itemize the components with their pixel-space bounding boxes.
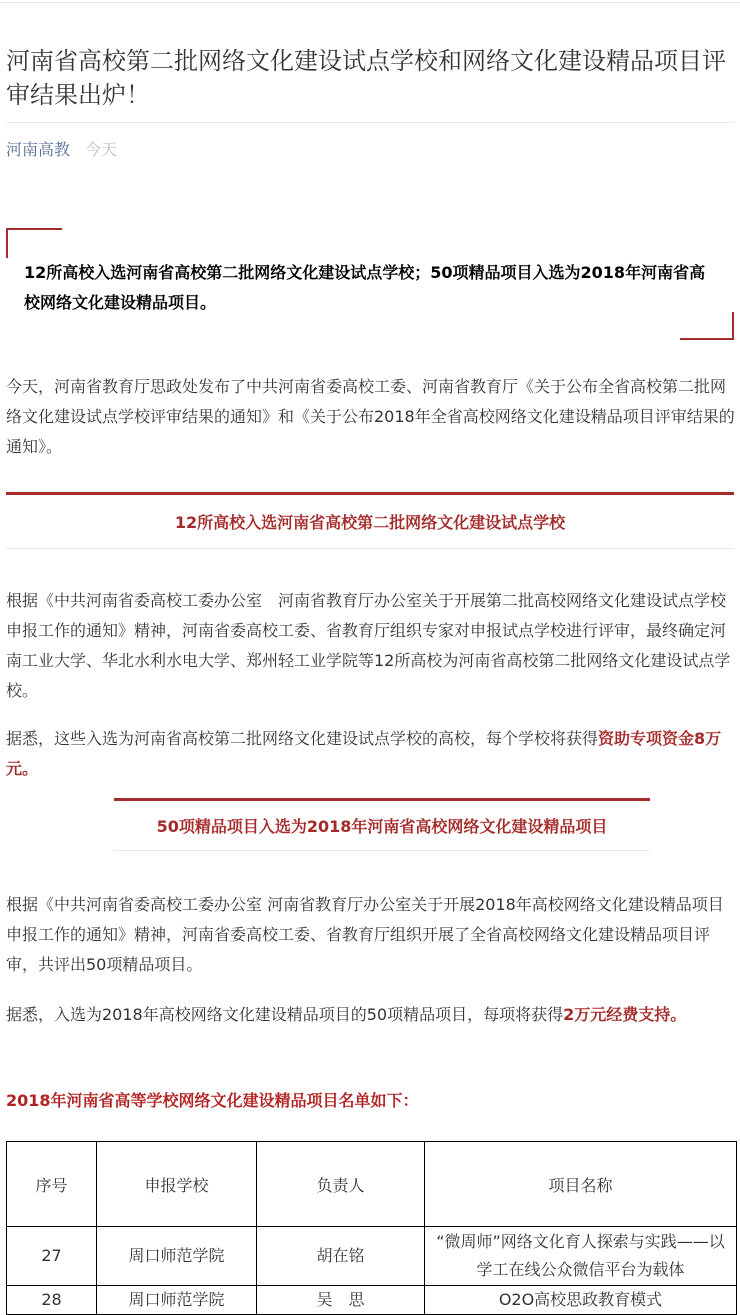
- cell-school: 周口师范学院: [97, 1227, 257, 1286]
- section2-underline: [114, 850, 650, 851]
- table-row: [7, 1227, 737, 1286]
- lead-corner-top-left: [6, 228, 62, 258]
- section2-para2-end: 。: [670, 1005, 687, 1024]
- lead-summary: 12所高校入选河南省高校第二批网络文化建设试点学校；50项精品项目入选为2018年河南省高校网络文化建设精品项目。: [24, 263, 706, 312]
- cell-project: O2O高校思政教育模式: [425, 1286, 737, 1315]
- section2-paragraph-1: 根据《中共河南省委高校工委办公室 河南省教育厅办公室关于开展2018年高校网络文化建设精品项目申报工作的通知》精神，河南省委高校工委、省教育厅组织开展了全省高校网络文化建设精品项目评审，共评出50项精品项目。: [6, 895, 724, 974]
- cell-index: 28: [7, 1286, 97, 1315]
- section1-bar: [6, 492, 734, 495]
- intro-paragraph: 今天，河南省教育厅思政处发布了中共河南省委高校工委、河南省教育厅《关于公布全省高校第二批网络文化建设试点学校评审结果的通知》和《关于公布2018年全省高校网络文化建设精品项目评审结果的通知》。: [6, 377, 735, 456]
- table-header-row: [7, 1142, 737, 1227]
- table-row: [7, 1286, 737, 1315]
- section1-paragraph-2: [6, 724, 738, 784]
- cell-school: 周口师范学院: [97, 1286, 257, 1315]
- section1-para2-text: 据悉，这些入选为河南省高校第二批网络文化建设试点学校的高校，每个学校将获得: [6, 729, 599, 748]
- header-index: 序号: [7, 1142, 97, 1227]
- header-school: 申报学校: [97, 1142, 257, 1227]
- section2-para2-text: 据悉，入选为2018年高校网络文化建设精品项目的50项精品项目，每项将获得: [6, 1005, 564, 1024]
- section1-heading: 12所高校入选河南省高校第二批网络文化建设试点学校: [174, 513, 566, 532]
- cell-leader: 吴 思: [257, 1286, 425, 1315]
- section2-bar: [114, 798, 650, 801]
- section2-paragraph-2: [6, 1000, 738, 1030]
- section1-paragraph-1: 根据《中共河南省委高校工委办公室 河南省教育厅办公室关于开展第二批高校网络文化建设试点学校申报工作的通知》精神，河南省委高校工委、省教育厅组织专家对申报试点学校进行评审，最终确定河南工业大学、华北水利水电大学、郑州轻工业学院等12所高校为河南省高校第二批网络文化建设试点学校。: [6, 591, 731, 700]
- section2-heading: 50项精品项目入选为2018年河南省高校网络文化建设精品项目: [156, 817, 608, 836]
- cell-project: “微周师”网络文化育人探索与实践——以学工在线公众微信平台为载体: [425, 1227, 737, 1286]
- project-list-heading: 2018年河南省高等学校网络文化建设精品项目名单如下：: [6, 1091, 419, 1110]
- support-highlight: 2万元经费支持: [563, 1005, 671, 1024]
- author-link[interactable]: 河南高教: [6, 140, 71, 159]
- funding-highlight: 资助专项资金8万元: [6, 729, 722, 778]
- section1-underline: [6, 548, 734, 549]
- section1-para2-end: 。: [22, 759, 39, 778]
- publish-date: 今天: [85, 140, 118, 159]
- header-leader: 负责人: [257, 1142, 425, 1227]
- cell-index: 27: [7, 1227, 97, 1286]
- article-title: 河南省高校第二批网络文化建设试点学校和网络文化建设精品项目评审结果出炉！: [6, 47, 726, 109]
- title-divider: [6, 122, 734, 123]
- project-table: [6, 1141, 737, 1315]
- cell-leader: 胡在铭: [257, 1227, 425, 1286]
- header-project: 项目名称: [425, 1142, 737, 1227]
- top-divider: [0, 2, 740, 3]
- article-meta: [6, 138, 117, 162]
- lead-corner-bottom-right: [680, 312, 734, 340]
